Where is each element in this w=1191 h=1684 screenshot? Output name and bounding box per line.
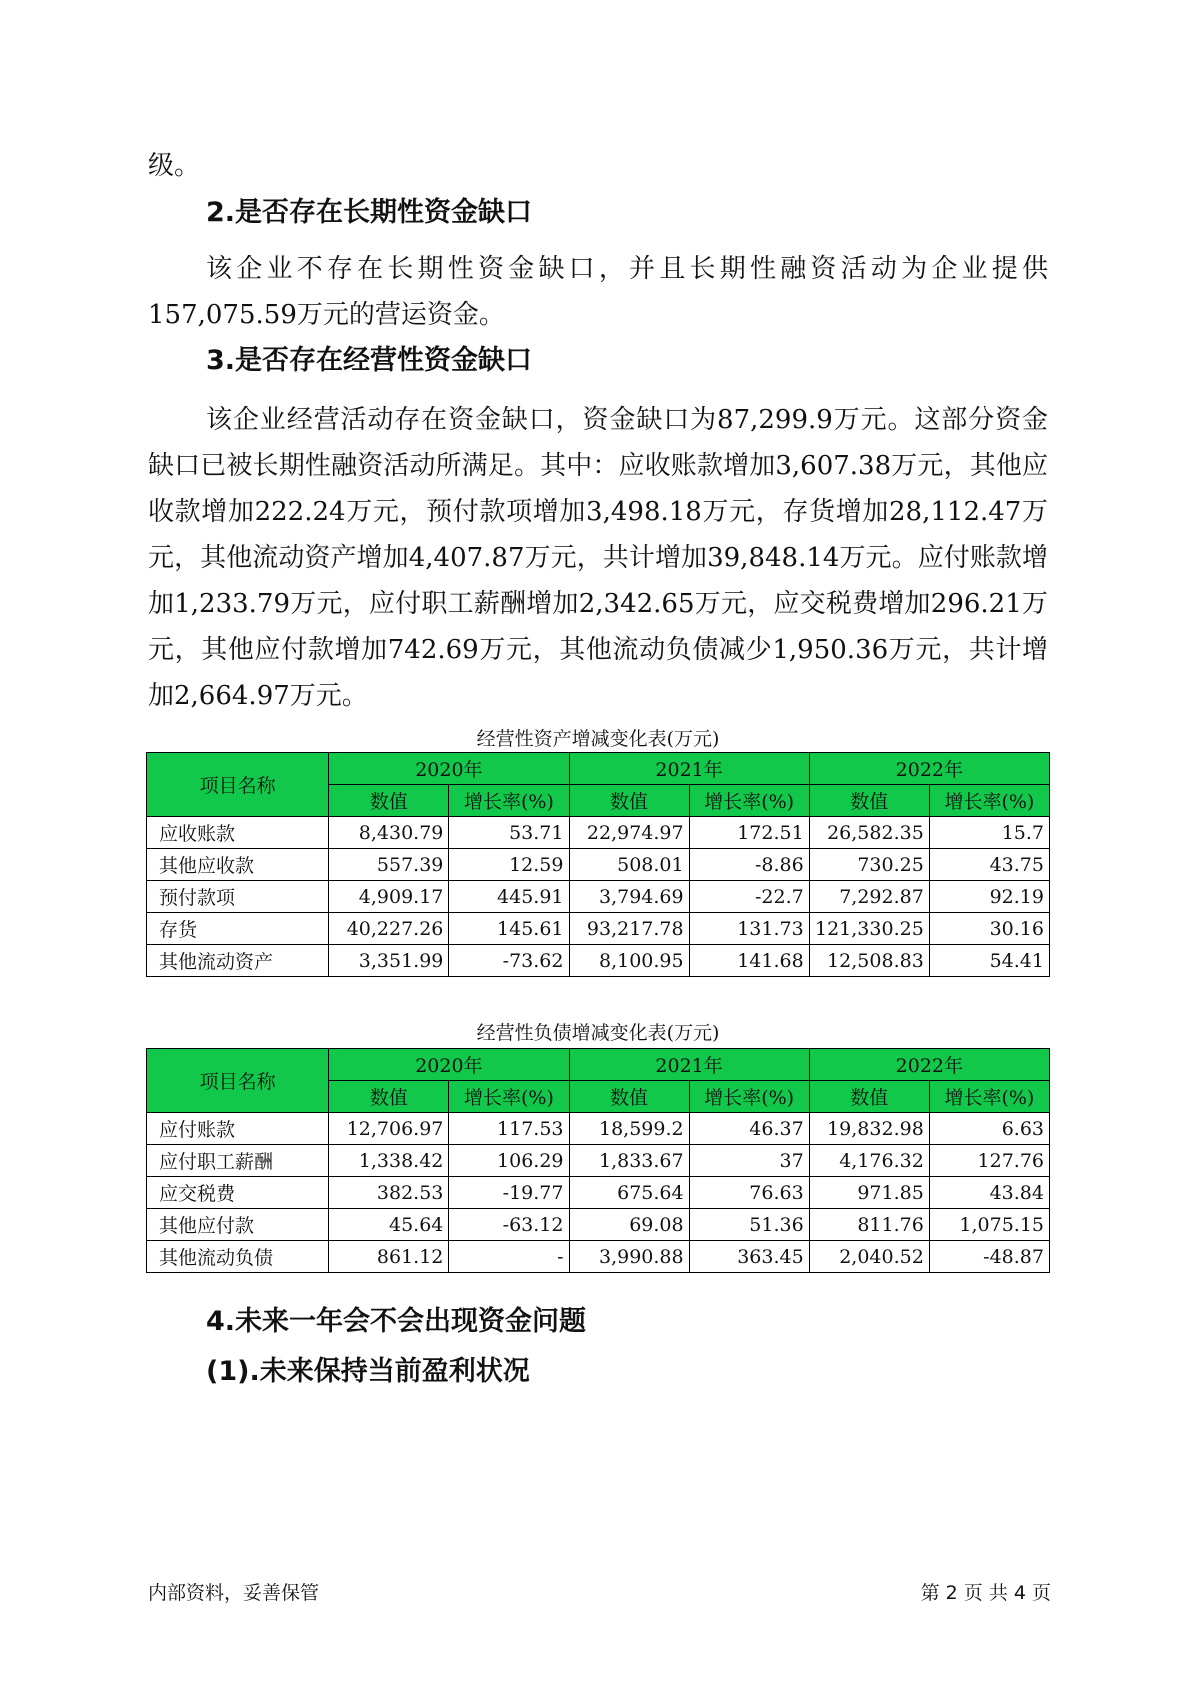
cell-growth-rate: 12.59 xyxy=(449,849,569,881)
heading-long-term-gap: 2.是否存在长期性资金缺口 xyxy=(206,197,533,228)
header-growth-rate: 增长率(%) xyxy=(449,1081,569,1113)
paragraph-long-term-gap: 该企业不存在长期性资金缺口，并且长期性融资活动为企业提供157,075.59万元的营运资金。 xyxy=(148,254,1048,330)
paragraph-continuation: 级。 xyxy=(148,151,201,181)
cell-value: 93,217.78 xyxy=(569,913,689,945)
table-row xyxy=(147,1113,1050,1145)
header-year: 2020年 xyxy=(329,753,569,785)
cell-value: 3,351.99 xyxy=(329,945,449,977)
cell-growth-rate: 37 xyxy=(689,1145,809,1177)
cell-value: 8,100.95 xyxy=(569,945,689,977)
header-item-name: 项目名称 xyxy=(147,1049,329,1113)
cell-growth-rate: 15.7 xyxy=(929,817,1049,849)
header-growth-rate: 增长率(%) xyxy=(689,1081,809,1113)
header-value: 数值 xyxy=(569,1081,689,1113)
header-year: 2021年 xyxy=(569,753,809,785)
footer-page-number: 第 2 页 共 4 页 xyxy=(920,1582,1051,1604)
row-item-name: 应收账款 xyxy=(147,817,329,849)
row-item-name: 应交税费 xyxy=(147,1177,329,1209)
cell-growth-rate: -19.77 xyxy=(449,1177,569,1209)
row-item-name: 其他应付款 xyxy=(147,1209,329,1241)
cell-value: 3,794.69 xyxy=(569,881,689,913)
cell-value: 861.12 xyxy=(329,1241,449,1273)
header-value: 数值 xyxy=(809,785,929,817)
cell-growth-rate: -22.7 xyxy=(689,881,809,913)
row-item-name: 其他流动负债 xyxy=(147,1241,329,1273)
table-operating-assets xyxy=(146,752,1050,977)
cell-value: 69.08 xyxy=(569,1209,689,1241)
cell-value: 971.85 xyxy=(809,1177,929,1209)
paragraph-operating-gap: 该企业经营活动存在资金缺口，资金缺口为87,299.9万元。这部分资金缺口已被长期性融资活动所满足。其中：应收账款增加3,607.38万元，其他应收款增加222.24万元，预付款项增加3,498.18万元，存货增加28,112.47万元，其他流动资产增加4,407.87万元，共计增加39,848.14万元。应付账款增加1,233.79万元，应付职工薪酬增加2,342.65万元，应交税费增加296.21万元，其他应付款增加742.69万元，其他流动负债减少1,950.36万元，共计增加2,664.97万元。 xyxy=(148,405,1048,711)
cell-growth-rate: -8.86 xyxy=(689,849,809,881)
row-item-name: 应付账款 xyxy=(147,1113,329,1145)
cell-growth-rate: 6.63 xyxy=(929,1113,1049,1145)
cell-growth-rate: 30.16 xyxy=(929,913,1049,945)
header-year: 2022年 xyxy=(809,753,1049,785)
table-row xyxy=(147,1177,1050,1209)
header-value: 数值 xyxy=(809,1081,929,1113)
cell-value: 18,599.2 xyxy=(569,1113,689,1145)
cell-growth-rate: 106.29 xyxy=(449,1145,569,1177)
row-item-name: 存货 xyxy=(147,913,329,945)
cell-value: 811.76 xyxy=(809,1209,929,1241)
table-row xyxy=(147,1145,1050,1177)
table-row xyxy=(147,913,1050,945)
cell-growth-rate: 131.73 xyxy=(689,913,809,945)
header-growth-rate: 增长率(%) xyxy=(929,1081,1049,1113)
cell-value: 675.64 xyxy=(569,1177,689,1209)
cell-value: 382.53 xyxy=(329,1177,449,1209)
cell-value: 4,176.32 xyxy=(809,1145,929,1177)
cell-value: 26,582.35 xyxy=(809,817,929,849)
table-row xyxy=(147,1209,1050,1241)
cell-growth-rate: -48.87 xyxy=(929,1241,1049,1273)
header-value: 数值 xyxy=(569,785,689,817)
row-item-name: 预付款项 xyxy=(147,881,329,913)
header-growth-rate: 增长率(%) xyxy=(689,785,809,817)
cell-growth-rate: 53.71 xyxy=(449,817,569,849)
table-caption-liabilities: 经营性负债增减变化表(万元) xyxy=(476,1022,720,1044)
table-operating-liabilities xyxy=(146,1048,1050,1273)
cell-growth-rate: -73.62 xyxy=(449,945,569,977)
header-growth-rate: 增长率(%) xyxy=(449,785,569,817)
cell-value: 19,832.98 xyxy=(809,1113,929,1145)
heading-next-year-funding: 4.未来一年会不会出现资金问题 xyxy=(206,1306,587,1337)
cell-growth-rate: 1,075.15 xyxy=(929,1209,1049,1241)
cell-growth-rate: 92.19 xyxy=(929,881,1049,913)
header-year: 2020年 xyxy=(329,1049,569,1081)
heading-operating-gap: 3.是否存在经营性资金缺口 xyxy=(206,345,533,376)
cell-value: 12,508.83 xyxy=(809,945,929,977)
cell-value: 12,706.97 xyxy=(329,1113,449,1145)
header-growth-rate: 增长率(%) xyxy=(929,785,1049,817)
cell-value: 121,330.25 xyxy=(809,913,929,945)
cell-growth-rate: 127.76 xyxy=(929,1145,1049,1177)
heading-current-profit: (1).未来保持当前盈利状况 xyxy=(206,1356,530,1387)
header-year: 2022年 xyxy=(809,1049,1049,1081)
cell-growth-rate: 46.37 xyxy=(689,1113,809,1145)
table-row xyxy=(147,1241,1050,1273)
cell-value: 557.39 xyxy=(329,849,449,881)
table-row xyxy=(147,945,1050,977)
cell-growth-rate: - xyxy=(449,1241,569,1273)
table-row xyxy=(147,881,1050,913)
cell-value: 8,430.79 xyxy=(329,817,449,849)
cell-growth-rate: -63.12 xyxy=(449,1209,569,1241)
cell-value: 4,909.17 xyxy=(329,881,449,913)
cell-growth-rate: 43.75 xyxy=(929,849,1049,881)
cell-value: 1,833.67 xyxy=(569,1145,689,1177)
cell-growth-rate: 172.51 xyxy=(689,817,809,849)
cell-growth-rate: 363.45 xyxy=(689,1241,809,1273)
cell-value: 1,338.42 xyxy=(329,1145,449,1177)
cell-value: 730.25 xyxy=(809,849,929,881)
cell-value: 508.01 xyxy=(569,849,689,881)
cell-growth-rate: 54.41 xyxy=(929,945,1049,977)
cell-value: 2,040.52 xyxy=(809,1241,929,1273)
table-caption-assets: 经营性资产增减变化表(万元) xyxy=(476,728,720,750)
header-value: 数值 xyxy=(329,785,449,817)
cell-growth-rate: 43.84 xyxy=(929,1177,1049,1209)
cell-value: 45.64 xyxy=(329,1209,449,1241)
cell-value: 7,292.87 xyxy=(809,881,929,913)
header-item-name: 项目名称 xyxy=(147,753,329,817)
cell-growth-rate: 145.61 xyxy=(449,913,569,945)
footer-confidential-note: 内部资料，妥善保管 xyxy=(148,1582,320,1604)
table-row xyxy=(147,817,1050,849)
cell-growth-rate: 141.68 xyxy=(689,945,809,977)
cell-value: 3,990.88 xyxy=(569,1241,689,1273)
row-item-name: 应付职工薪酬 xyxy=(147,1145,329,1177)
row-item-name: 其他流动资产 xyxy=(147,945,329,977)
cell-growth-rate: 76.63 xyxy=(689,1177,809,1209)
cell-growth-rate: 117.53 xyxy=(449,1113,569,1145)
cell-growth-rate: 445.91 xyxy=(449,881,569,913)
cell-value: 40,227.26 xyxy=(329,913,449,945)
header-value: 数值 xyxy=(329,1081,449,1113)
row-item-name: 其他应收款 xyxy=(147,849,329,881)
header-year: 2021年 xyxy=(569,1049,809,1081)
cell-value: 22,974.97 xyxy=(569,817,689,849)
table-row xyxy=(147,849,1050,881)
cell-growth-rate: 51.36 xyxy=(689,1209,809,1241)
